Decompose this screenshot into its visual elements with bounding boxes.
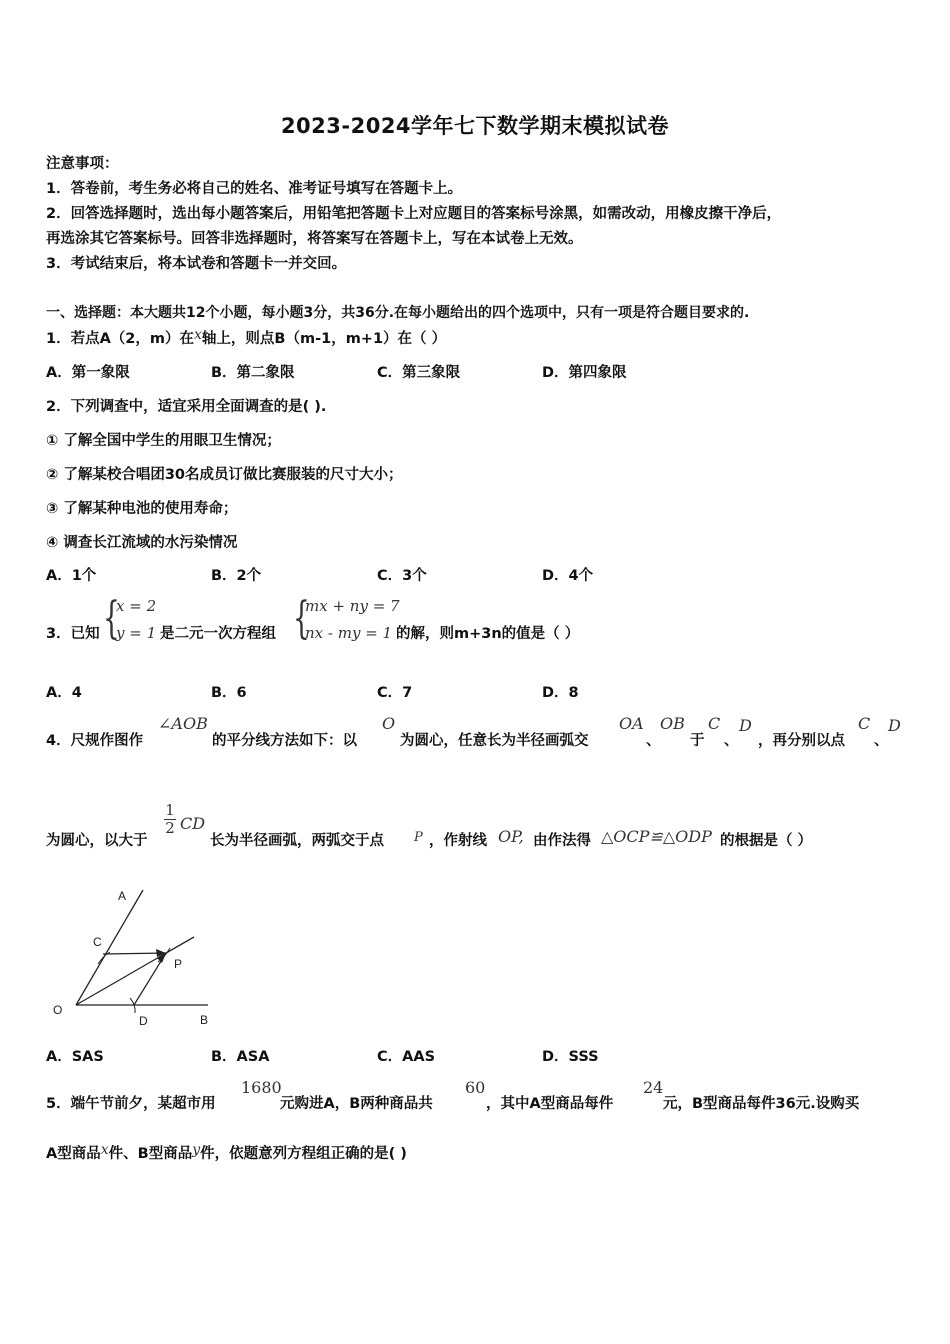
q2-option-c: C．3个: [377, 568, 427, 584]
fig-label-a: A: [118, 889, 127, 903]
q5-number-1680: 1680: [241, 1078, 282, 1097]
notice-item-1: 1．答卷前，考生务必将自己的姓名、准考证号填写在答题卡上。: [46, 181, 463, 197]
q3-text-b: 是二元一次方程组: [160, 626, 276, 642]
q3-sys2-line2: nx - my = 1: [305, 624, 393, 642]
q4-sep-3: 、: [874, 733, 889, 749]
notice-item-2b: 再选涂其它答案标号。回答非选择题时，将答案写在答题卡上，写在本试卷上无效。: [46, 231, 583, 247]
q3-sys1-line1: x = 2: [116, 597, 157, 615]
q1-text-a: 1．若点A（2，m）在: [46, 331, 195, 347]
q4-point-o: O: [382, 714, 396, 733]
q3-option-b: B．6: [211, 685, 247, 701]
q4-text-f: 为圆心，以大于: [46, 833, 148, 849]
q4-text-b: 的平分线方法如下：以: [212, 733, 357, 749]
q2-option-b: B．2个: [211, 568, 262, 584]
q4-angle-aob: ∠AOB: [158, 714, 208, 733]
q4-text-j: 的根据是（ ）: [720, 833, 813, 849]
q5-text-g: 件，依题意列方程组正确的是( ): [200, 1146, 407, 1162]
q5-text-b: 元购进A，B两种商品共: [280, 1096, 433, 1112]
q4-sep-2: 、: [724, 733, 739, 749]
q5-text-a: 5．端午节前夕，某超市用: [46, 1096, 216, 1112]
q4-point-c2: C: [858, 714, 871, 733]
q2-item-4: ④ 调查长江流域的水污染情况: [46, 535, 238, 551]
fig-label-p: P: [174, 957, 183, 971]
q2-option-d: D．4个: [542, 568, 594, 584]
q4-option-b: B．ASA: [211, 1049, 270, 1065]
q4-point-p: P: [414, 830, 423, 845]
q2-option-a: A．1个: [46, 568, 97, 584]
q4-point-c: C: [708, 714, 721, 733]
q3-sys1-line2: y = 1: [116, 624, 157, 642]
q4-ray-op: OP,: [498, 827, 524, 846]
q2-item-3: ③ 了解某种电池的使用寿命；: [46, 501, 238, 517]
q4-point-d: D: [739, 716, 752, 735]
notice-item-3: 3．考试结束后，将本试卷和答题卡一并交回。: [46, 256, 347, 272]
q4-text-g: 长为半径画弧，两弧交于点: [210, 833, 384, 849]
fig-label-b: B: [200, 1013, 209, 1027]
q5-line-2: [46, 1142, 407, 1163]
q4-text-c: 为圆心，任意长为半径画弧交: [400, 733, 589, 749]
q4-option-d: D．SSS: [542, 1049, 599, 1065]
q4-text-d: 于: [690, 733, 705, 749]
q5-number-24: 24: [643, 1078, 664, 1097]
q5-var-y: y: [192, 1142, 201, 1158]
q4-option-a: A．SAS: [46, 1049, 104, 1065]
q1-option-b: B．第二象限: [211, 365, 295, 381]
q1-option-d: D．第四象限: [542, 365, 627, 381]
q5-var-x: x: [100, 1142, 109, 1158]
q4-point-d2: D: [888, 716, 901, 735]
q4-text-a: 4．尺规作图作: [46, 733, 144, 749]
q4-text-h: ，作射线: [429, 833, 487, 849]
q3-brace-1: {: [103, 593, 120, 644]
q4-ray-oa: OA: [619, 714, 644, 733]
fig-label-d: D: [139, 1014, 148, 1028]
q4-ray-ob: OB: [660, 714, 685, 733]
notice-heading: 注意事项：: [46, 156, 119, 172]
q2-item-1: ① 了解全国中学生的用眼卫生情况；: [46, 433, 281, 449]
q5-text-f: 件、B型商品: [108, 1146, 193, 1162]
q3-option-a: A．4: [46, 685, 82, 701]
fig-label-c: C: [93, 935, 102, 949]
ray-op-extension: [166, 937, 194, 953]
fig-label-o: O: [53, 1003, 63, 1017]
q3-text-a: 3．已知: [46, 626, 100, 642]
q3-option-c: C．7: [377, 685, 413, 701]
q4-sep-1: 、: [646, 733, 661, 749]
question-1: [46, 327, 446, 348]
q1-option-a: A．第一象限: [46, 365, 130, 381]
q1-option-c: C．第三象限: [377, 365, 461, 381]
ray-oa-line: [76, 890, 143, 1005]
q5-text-c: ，其中A型商品每件: [486, 1096, 614, 1112]
q2-item-2: ② 了解某校合唱团30名成员订做比赛服装的尺寸大小；: [46, 467, 403, 483]
q5-number-60: 60: [465, 1078, 486, 1097]
q4-congruence: △OCP≌△ODP: [601, 827, 712, 846]
q4-frac-num: 1: [165, 801, 175, 819]
q3-option-d: D．8: [542, 685, 579, 701]
q1-text-b: 轴上，则点B（m-1，m+1）在（ ）: [201, 331, 447, 347]
q5-text-e: A型商品: [46, 1146, 101, 1162]
q3-sys2-line1: mx + ny = 7: [305, 597, 400, 615]
q4-frac-den: 2: [165, 819, 175, 837]
q4-figure: [46, 878, 226, 1033]
question-2: 2．下列调查中，适宜采用全面调查的是( ).: [46, 399, 327, 415]
section-heading: 一、选择题：本大题共12个小题，每小题3分，共36分.在每小题给出的四个选项中，只有一项是符合题目要求的.: [46, 305, 750, 321]
q4-segment-cd: CD: [180, 814, 206, 833]
q3-text-c: 的解，则m+3n的值是（ ）: [396, 626, 580, 642]
q3-brace-2: {: [293, 593, 310, 644]
q4-fraction-half: [164, 802, 176, 837]
q4-option-c: C．AAS: [377, 1049, 436, 1065]
q1-var-x: x: [194, 327, 202, 343]
q4-text-i: 由作法得: [533, 833, 591, 849]
notice-item-2a: 2．回答选择题时，选出每小题答案后，用铅笔把答题卡上对应题目的答案标号涂黑，如需改动，用橡皮擦干净后，: [46, 206, 782, 222]
page-title: 2023-2024学年七下数学期末模拟试卷: [280, 114, 670, 138]
q5-text-d: 元，B型商品每件36元.设购买: [663, 1096, 860, 1112]
q4-text-e: ，再分别以点: [758, 733, 845, 749]
